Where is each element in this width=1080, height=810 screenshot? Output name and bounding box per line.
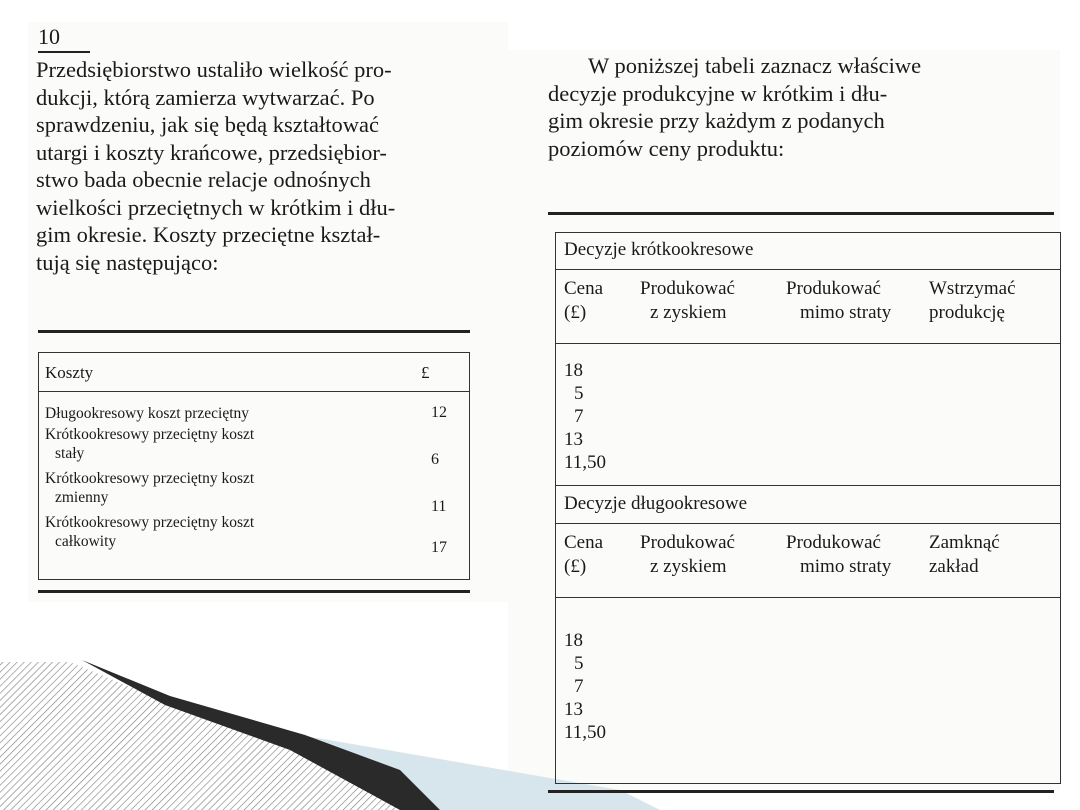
long-run-price: 18 bbox=[564, 630, 583, 651]
cost-row-value: 17 bbox=[431, 539, 447, 556]
long-run-col-loss bbox=[786, 531, 891, 579]
costs-header-label: Koszty bbox=[45, 363, 94, 382]
intro-line: gim okresie. Koszty przeciętne kształ- bbox=[36, 222, 381, 247]
intro-line: Przedsiębiorstwo ustaliło wielkość pro- bbox=[36, 57, 392, 82]
short-run-price: 13 bbox=[564, 429, 583, 450]
short-run-col-stop bbox=[929, 277, 1016, 325]
col-label: z zyskiem bbox=[650, 556, 727, 577]
short-run-col-profit bbox=[640, 277, 735, 325]
intro-line: tują się następująco: bbox=[36, 249, 219, 275]
long-run-price: 7 bbox=[574, 676, 584, 697]
long-run-title: Decyzje długookresowe bbox=[564, 493, 748, 514]
divider bbox=[556, 597, 1060, 598]
costs-table-bottom-rule bbox=[38, 590, 470, 593]
costs-header-unit: £ bbox=[421, 363, 430, 382]
instruction-line: W poniższej tabeli zaznacz właściwe bbox=[588, 53, 922, 78]
intro-line: stwo bada obecnie relacje odnośnych bbox=[36, 167, 371, 192]
cost-row-label: całkowity bbox=[55, 533, 117, 550]
short-run-price: 11,50 bbox=[564, 452, 607, 473]
cost-row-value: 12 bbox=[431, 404, 447, 421]
intro-paragraph bbox=[36, 56, 498, 276]
col-label: Produkować bbox=[786, 278, 881, 299]
cost-row-label: Krótkookresowy przeciętny koszt bbox=[45, 470, 255, 487]
cost-row-label: Długookresowy koszt przeciętny bbox=[45, 405, 250, 422]
divider bbox=[556, 485, 1060, 486]
costs-table bbox=[38, 352, 470, 580]
cost-row-label: stały bbox=[55, 445, 85, 462]
long-run-price: 11,50 bbox=[564, 722, 607, 743]
col-label: Produkować bbox=[786, 532, 881, 553]
cost-row-label: zmienny bbox=[55, 489, 109, 506]
col-label: Zamknąć bbox=[929, 532, 1000, 553]
long-run-col-profit bbox=[640, 531, 735, 579]
short-run-col-price bbox=[564, 277, 603, 325]
col-label: (£) bbox=[564, 302, 587, 323]
col-label: mimo straty bbox=[800, 302, 892, 323]
col-label: Produkować bbox=[640, 532, 735, 553]
long-run-col-price bbox=[564, 531, 603, 579]
long-run-price: 13 bbox=[564, 699, 583, 720]
costs-table-header bbox=[39, 353, 469, 392]
long-run-price: 5 bbox=[574, 653, 584, 674]
problem-number: 10 bbox=[38, 24, 60, 49]
short-run-price: 5 bbox=[574, 383, 584, 404]
col-label: Cena bbox=[564, 532, 604, 553]
short-run-title: Decyzje krótkookresowe bbox=[564, 239, 754, 260]
cost-row-label: Krótkookresowy przeciętny koszt bbox=[45, 514, 255, 531]
instruction-paragraph bbox=[548, 52, 1048, 162]
instruction-line: gim okresie przy każdym z podanych bbox=[548, 108, 885, 133]
divider bbox=[556, 523, 1060, 524]
intro-line: dukcji, którą zamierza wytwarzać. Po bbox=[36, 84, 375, 110]
intro-line: sprawdzeniu, jak się będą kształtować bbox=[36, 112, 379, 137]
cost-row-value: 6 bbox=[431, 451, 439, 468]
col-label: mimo straty bbox=[800, 556, 892, 577]
instruction-line: poziomów ceny produktu: bbox=[548, 135, 785, 161]
col-label: Cena bbox=[564, 278, 604, 299]
decision-table bbox=[555, 232, 1061, 784]
decision-table-bottom-rule bbox=[548, 790, 1054, 793]
decision-table-top-rule bbox=[548, 212, 1054, 215]
col-label: Wstrzymać bbox=[929, 278, 1016, 299]
col-label: zakład bbox=[929, 556, 979, 577]
intro-line: utargi i koszty krańcowe, przedsiębior- bbox=[36, 139, 387, 165]
short-run-col-loss bbox=[786, 277, 891, 325]
long-run-col-stop bbox=[929, 531, 1000, 579]
instruction-line: decyzje produkcyjne w krótkim i dłu- bbox=[548, 80, 888, 106]
intro-line: wielkości przeciętnych w krótkim i dłu- bbox=[36, 194, 396, 220]
problem-number-underline bbox=[38, 51, 90, 53]
col-label: produkcję bbox=[929, 302, 1005, 323]
short-run-price: 7 bbox=[574, 406, 584, 427]
col-label: (£) bbox=[564, 556, 587, 577]
col-label: z zyskiem bbox=[650, 302, 727, 323]
cost-row-value: 11 bbox=[431, 498, 447, 515]
costs-table-top-rule bbox=[38, 330, 470, 333]
divider bbox=[556, 343, 1060, 344]
short-run-price: 18 bbox=[564, 360, 583, 381]
col-label: Produkować bbox=[640, 278, 735, 299]
cost-row-label: Krótkookresowy przeciętny koszt bbox=[45, 426, 255, 443]
divider bbox=[556, 269, 1060, 270]
